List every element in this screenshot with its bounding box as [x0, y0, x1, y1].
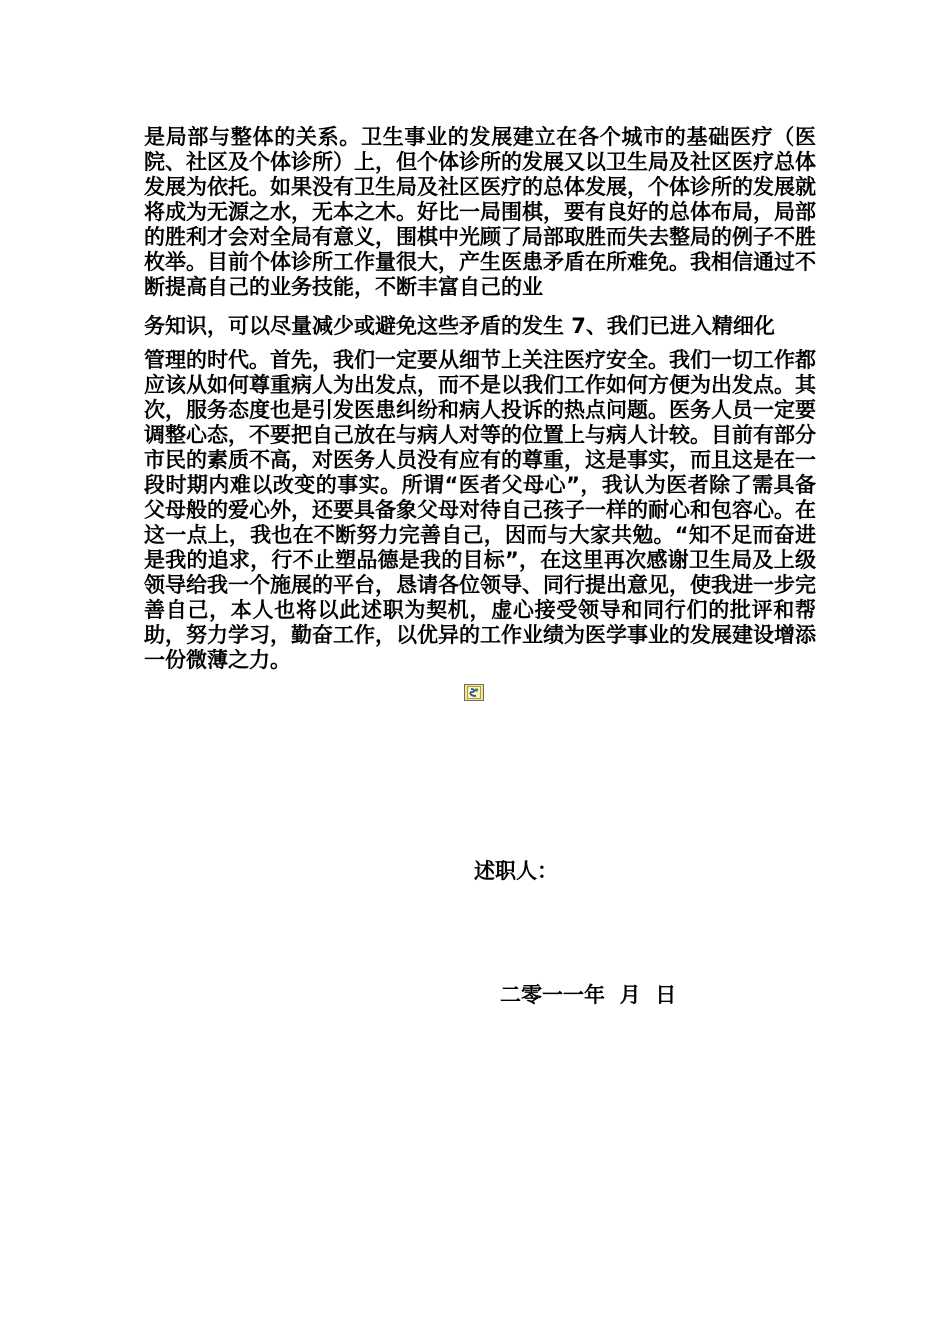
body-paragraph: 管理的时代。首先，我们一定要从细节上关注医疗安全。我们一切工作都应该从如何尊重病人为出发点，而不是以我们工作如何方便为出发点。其次，服务态度也是引发医患纠纷和病人投诉的热点问题。医务人员一定要调整心态，不要把自己放在与病人对等的位置上与病人计较。目前有部分市民的素质不高，对医务人员没有应有的尊重，这是事实，而且这是在一段时期内难以改变的事实。所谓“医者父母心”，我认为医者除了需具备父母般的爱心外，还要具备象父母对待自己孩子一样的耐心和包容心。在这一点上，我也在不断努力完善自己，因而与大家共勉。“知不足而奋进是我的追求，行不止塑品德是我的目标”，在这里再次感谢卫生局及上级领导给我一个施展的平台，恳请各位领导、同行提出意见，使我进一步完善自己，本人也将以此述职为契机，虚心接受领导和同行们的批评和帮助，努力学习，勤奋工作，以优异的工作业绩为医学事业的发展建设增添一份微薄之力。: [144, 348, 816, 672]
embedded-object-glyph: [467, 686, 481, 699]
date-line: 二零一一年 月 日: [500, 983, 677, 1007]
signature-label: 述职人：: [474, 859, 558, 883]
embedded-object-icon[interactable]: [464, 684, 484, 701]
body-paragraph: 务知识，可以尽量减少或避免这些矛盾的发生 7、我们已进入精细化: [144, 314, 775, 338]
body-paragraph: 是局部与整体的关系。卫生事业的发展建立在各个城市的基础医疗（医院、社区及个体诊所）上，但个体诊所的发展又以卫生局及社区医疗总体发展为依托。如果没有卫生局及社区医疗的总体发展，个体诊所的发展就将成为无源之水，无本之木。好比一局围棋，要有良好的总体布局，局部的胜利才会对全局有意义，围棋中光顾了局部取胜而失去整局的例子不胜枚举。目前个体诊所工作量很大，产生医患矛盾在所难免。我相信通过不断提高自己的业务技能，不断丰富自己的业: [144, 125, 816, 299]
